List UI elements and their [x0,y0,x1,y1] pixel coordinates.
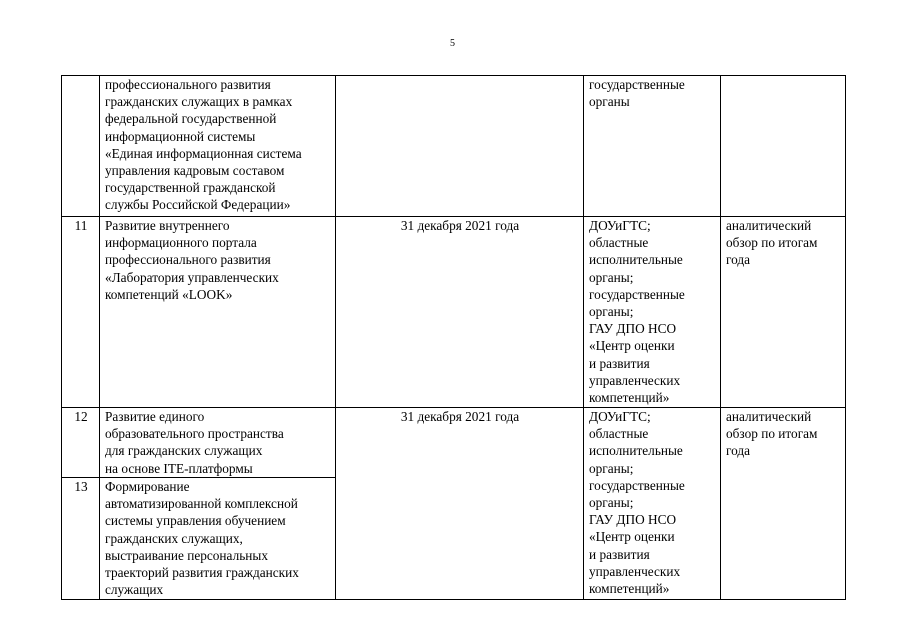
activity-cell: Формирование автоматизированной комплексной системы управления обучением гражданских служащих, выстраивание персональных траекторий развития гражданских служащих [100,478,336,600]
row-number: 11 [62,217,100,408]
activity-cell: Развитие единого образовательного пространства для гражданских служащих на основе ITE-платформы [100,408,336,478]
table-row [62,217,846,408]
deadline-cell: 31 декабря 2021 года [336,217,584,408]
table-row [62,408,846,478]
result-cell: аналитический обзор по итогам года [721,408,846,600]
page-number: 5 [450,38,455,49]
table-row [62,76,846,217]
deadline-cell [336,76,584,217]
row-number: 12 [62,408,100,478]
row-number [62,76,100,217]
responsible-cell: государственные органы [584,76,721,217]
activity-cell: профессионального развития гражданских служащих в рамках федеральной государственной информационной системы «Единая информационная система управления кадровым составом государственной гражданской службы Российской Федерации» [100,76,336,217]
result-cell [721,76,846,217]
deadline-cell: 31 декабря 2021 года [336,408,584,600]
activity-cell: Развитие внутреннего информационного портала профессионального развития «Лаборатория управленческих компетенций «LOOK» [100,217,336,408]
row-number: 13 [62,478,100,600]
responsible-cell: ДОУиГТС; областные исполнительные органы; государственные органы; ГАУ ДПО НСО «Центр оценки и развития управленческих компетенций» [584,217,721,408]
plan-table [61,75,846,600]
result-cell: аналитический обзор по итогам года [721,217,846,408]
responsible-cell: ДОУиГТС; областные исполнительные органы; государственные органы; ГАУ ДПО НСО «Центр оценки и развития управленческих компетенций» [584,408,721,600]
